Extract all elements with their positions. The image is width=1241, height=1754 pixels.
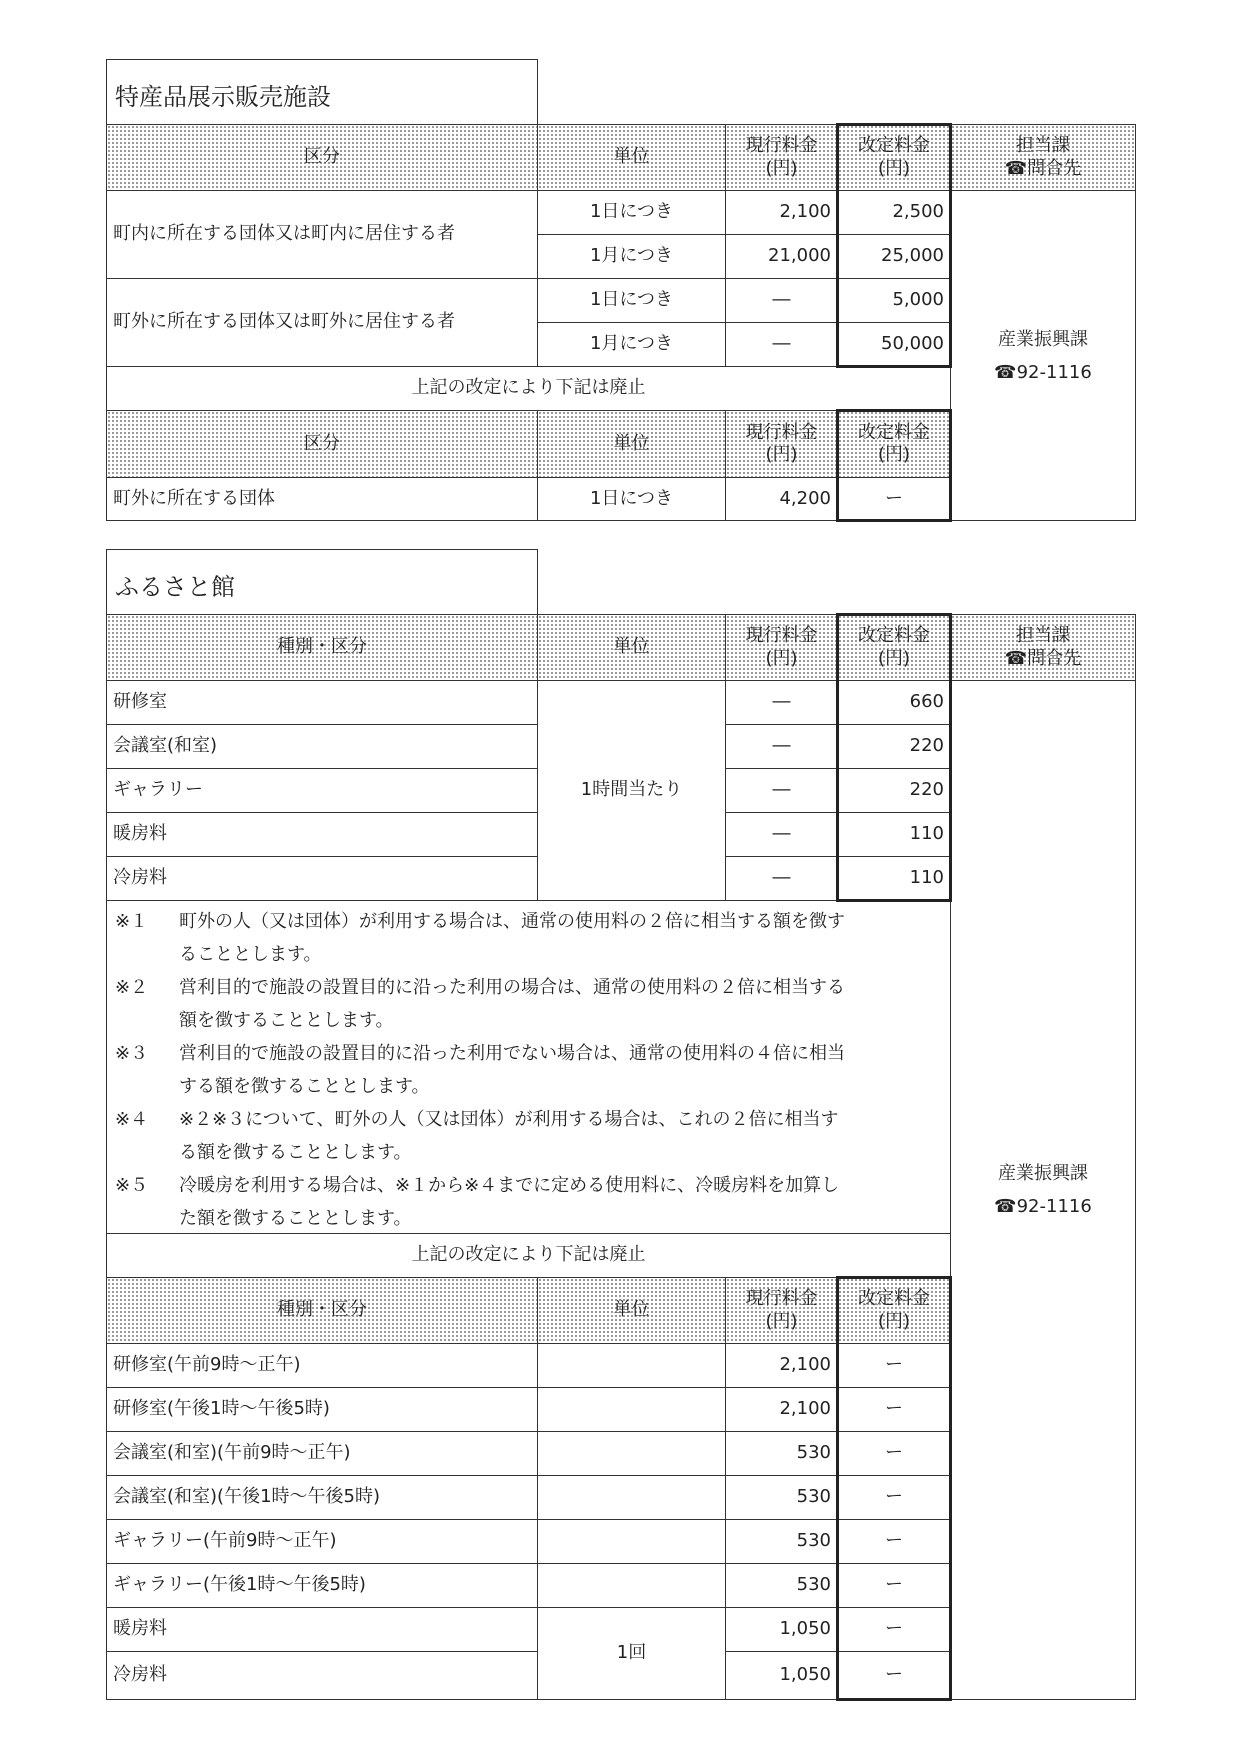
contact-cell: 産業振興課 ☎92-1116 — [950, 190, 1136, 521]
row-label: 会議室(和室)(午前9時～正午) — [106, 1431, 538, 1476]
row-revised: 110 — [837, 856, 951, 901]
row-current: 4,200 — [725, 477, 838, 521]
row-current: 530 — [725, 1431, 838, 1476]
row-current: 530 — [725, 1519, 838, 1564]
row-revised: 220 — [837, 768, 951, 813]
row-label: ギャラリー(午前9時～正午) — [106, 1519, 538, 1564]
row-label: 町内に所在する団体又は町内に居住する者 — [106, 190, 538, 279]
row-label: 暖房料 — [106, 812, 538, 857]
abolish-note: 上記の改定により下記は廃止 — [106, 1233, 951, 1278]
header-contact: 担当課 ☎問合先 — [950, 124, 1136, 191]
row-revised: ー — [837, 1607, 951, 1652]
header-unit: 単位 — [537, 124, 726, 191]
facility1-title: 特産品展示販売施設 — [106, 59, 538, 125]
row-current: ― — [725, 278, 838, 323]
row-label: 研修室(午前9時～正午) — [106, 1343, 538, 1388]
row-current: 530 — [725, 1475, 838, 1520]
contact-cell: 産業振興課 ☎92-1116 — [950, 680, 1136, 1700]
row-label: 冷房料 — [106, 1651, 538, 1700]
note-item: ※５ 冷暖房を利用する場合は、※１から※４までに定める使用料に、冷暖房料を加算し た額を徴することとします。 — [115, 1175, 840, 1229]
row-label: 会議室(和室)(午後1時～午後5時) — [106, 1475, 538, 1520]
row-current: ― — [725, 768, 838, 813]
row-unit — [537, 1387, 726, 1432]
row-current: 2,100 — [725, 190, 838, 235]
row-revised: 25,000 — [837, 234, 951, 279]
note-item: ※１ 町外の人（又は団体）が利用する場合は、通常の使用料の２倍に相当する額を徴す ることとします。 — [115, 911, 845, 965]
note-item: ※４ ※２※３について、町外の人（又は団体）が利用する場合は、これの２倍に相当す る額を徴することとします。 — [115, 1109, 839, 1163]
row-unit: 1月につき — [537, 234, 726, 279]
header-current-fee: 現行料金 (円) — [725, 410, 838, 478]
row-label: ギャラリー(午後1時～午後5時) — [106, 1563, 538, 1608]
header-revised-fee: 改定料金 (円) — [837, 410, 951, 478]
row-current: ― — [725, 724, 838, 769]
row-unit — [537, 1563, 726, 1608]
header-current-fee: 現行料金 (円) — [725, 124, 838, 191]
unit-merged: 1時間当たり — [537, 680, 726, 901]
facility2-title: ふるさと館 — [106, 549, 538, 615]
row-unit — [537, 1431, 726, 1476]
header-kubun: 種別・区分 — [106, 1277, 538, 1344]
row-unit: 1日につき — [537, 278, 726, 323]
header-kubun: 区分 — [106, 124, 538, 191]
row-revised: 110 — [837, 812, 951, 857]
note-item: ※３ 営利目的で施設の設置目的に沿った利用でない場合は、通常の使用料の４倍に相当 する額を徴することとします。 — [115, 1043, 845, 1097]
row-current: 530 — [725, 1563, 838, 1608]
row-current: 1,050 — [725, 1607, 838, 1652]
header-kubun: 種別・区分 — [106, 614, 538, 681]
row-current: 2,100 — [725, 1343, 838, 1388]
header-current-fee: 現行料金 (円) — [725, 1277, 838, 1344]
header-revised-fee: 改定料金 (円) — [837, 614, 951, 681]
header-unit: 単位 — [537, 614, 726, 681]
unit-merged: 1回 — [537, 1607, 726, 1700]
header-unit: 単位 — [537, 1277, 726, 1344]
row-revised: ー — [837, 1475, 951, 1520]
row-revised: ー — [837, 1343, 951, 1388]
row-revised: 5,000 — [837, 278, 951, 323]
row-revised: 660 — [837, 680, 951, 725]
row-revised: ー — [837, 1563, 951, 1608]
row-revised: 50,000 — [837, 322, 951, 367]
header-revised-fee: 改定料金 (円) — [837, 1277, 951, 1344]
row-unit: 1日につき — [537, 190, 726, 235]
row-unit: 1日につき — [537, 477, 726, 521]
header-revised-fee: 改定料金 (円) — [837, 124, 951, 191]
row-revised: ー — [837, 1519, 951, 1564]
note-item: ※２ 営利目的で施設の設置目的に沿った利用の場合は、通常の使用料の２倍に相当する 額を徴することとします。 — [115, 977, 845, 1031]
header-contact: 担当課 ☎問合先 — [950, 614, 1136, 681]
row-revised: ー — [837, 1651, 951, 1700]
row-revised: ー — [837, 477, 951, 521]
row-unit — [537, 1475, 726, 1520]
header-current-fee: 現行料金 (円) — [725, 614, 838, 681]
row-current: ― — [725, 322, 838, 367]
row-unit — [537, 1343, 726, 1388]
row-unit — [537, 1519, 726, 1564]
row-current: 1,050 — [725, 1651, 838, 1700]
row-label: 研修室 — [106, 680, 538, 725]
row-unit: 1月につき — [537, 322, 726, 367]
row-current: 2,100 — [725, 1387, 838, 1432]
abolish-note: 上記の改定により下記は廃止 — [106, 366, 951, 411]
row-label: 研修室(午後1時～午後5時) — [106, 1387, 538, 1432]
row-revised: ー — [837, 1387, 951, 1432]
row-label: 町外に所在する団体又は町外に居住する者 — [106, 278, 538, 367]
row-label: 町外に所在する団体 — [106, 477, 538, 521]
row-current: ― — [725, 856, 838, 901]
header-unit: 単位 — [537, 410, 726, 478]
row-revised: ー — [837, 1431, 951, 1476]
row-label: 暖房料 — [106, 1607, 538, 1652]
row-label: ギャラリー — [106, 768, 538, 813]
row-revised: 220 — [837, 724, 951, 769]
row-label: 会議室(和室) — [106, 724, 538, 769]
row-label: 冷房料 — [106, 856, 538, 901]
row-current: 21,000 — [725, 234, 838, 279]
row-revised: 2,500 — [837, 190, 951, 235]
row-current: ― — [725, 812, 838, 857]
header-kubun: 区分 — [106, 410, 538, 478]
notes-block — [106, 900, 951, 1234]
row-current: ― — [725, 680, 838, 725]
